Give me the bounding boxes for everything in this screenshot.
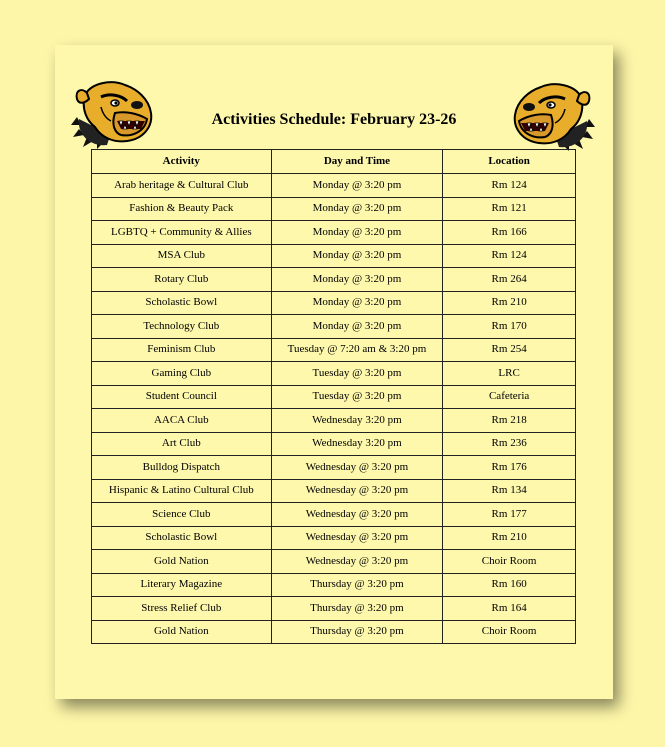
table-row: [92, 385, 576, 409]
activity-cell: Student Council: [92, 385, 272, 409]
location-cell: Rm 176: [443, 456, 576, 480]
schedule-sheet: [55, 45, 613, 699]
table-row: [92, 526, 576, 550]
table-row: [92, 221, 576, 245]
location-cell: Rm 177: [443, 503, 576, 527]
table-row: [92, 597, 576, 621]
day-time-cell: Thursday @ 3:20 pm: [271, 597, 443, 621]
table-row: [92, 573, 576, 597]
location-cell: Cafeteria: [443, 385, 576, 409]
table-row: [92, 409, 576, 433]
table-row: [92, 315, 576, 339]
table-row: [92, 456, 576, 480]
day-time-cell: Monday @ 3:20 pm: [271, 315, 443, 339]
day-time-cell: Tuesday @ 3:20 pm: [271, 385, 443, 409]
day-time-cell: Wednesday @ 3:20 pm: [271, 550, 443, 574]
location-cell: Rm 134: [443, 479, 576, 503]
day-time-cell: Wednesday 3:20 pm: [271, 409, 443, 433]
location-cell: Rm 236: [443, 432, 576, 456]
table-row: [92, 432, 576, 456]
location-cell: Rm 210: [443, 291, 576, 315]
location-cell: LRC: [443, 362, 576, 386]
schedule-table: [91, 149, 576, 644]
table-row: [92, 479, 576, 503]
activity-cell: Stress Relief Club: [92, 597, 272, 621]
table-row: [92, 620, 576, 644]
location-cell: Rm 264: [443, 268, 576, 292]
table-row: [92, 503, 576, 527]
table-row: [92, 244, 576, 268]
activity-cell: LGBTQ + Community & Allies: [92, 221, 272, 245]
column-header-day-and-time: Day and Time: [271, 150, 443, 174]
location-cell: Choir Room: [443, 620, 576, 644]
location-cell: Rm 170: [443, 315, 576, 339]
day-time-cell: Monday @ 3:20 pm: [271, 244, 443, 268]
activity-cell: MSA Club: [92, 244, 272, 268]
table-row: [92, 550, 576, 574]
table-row: [92, 174, 576, 198]
activity-cell: Scholastic Bowl: [92, 291, 272, 315]
day-time-cell: Tuesday @ 3:20 pm: [271, 362, 443, 386]
day-time-cell: Monday @ 3:20 pm: [271, 197, 443, 221]
day-time-cell: Thursday @ 3:20 pm: [271, 573, 443, 597]
activity-cell: Technology Club: [92, 315, 272, 339]
activity-cell: Science Club: [92, 503, 272, 527]
location-cell: Rm 121: [443, 197, 576, 221]
activity-cell: Gold Nation: [92, 620, 272, 644]
column-header-location: Location: [443, 150, 576, 174]
table-row: [92, 338, 576, 362]
activity-cell: Gaming Club: [92, 362, 272, 386]
page-title: Activities Schedule: February 23-26: [211, 111, 457, 128]
column-header-activity: Activity: [92, 150, 272, 174]
day-time-cell: Wednesday @ 3:20 pm: [271, 456, 443, 480]
location-cell: Rm 160: [443, 573, 576, 597]
day-time-cell: Monday @ 3:20 pm: [271, 221, 443, 245]
activity-cell: Bulldog Dispatch: [92, 456, 272, 480]
location-cell: Rm 124: [443, 174, 576, 198]
table-row: [92, 268, 576, 292]
activity-cell: Scholastic Bowl: [92, 526, 272, 550]
activity-cell: Hispanic & Latino Cultural Club: [92, 479, 272, 503]
day-time-cell: Tuesday @ 7:20 am & 3:20 pm: [271, 338, 443, 362]
activity-cell: Gold Nation: [92, 550, 272, 574]
table-row: [92, 362, 576, 386]
location-cell: Rm 218: [443, 409, 576, 433]
table-row: [92, 197, 576, 221]
location-cell: Rm 210: [443, 526, 576, 550]
table-row: [92, 291, 576, 315]
day-time-cell: Monday @ 3:20 pm: [271, 291, 443, 315]
location-cell: Rm 124: [443, 244, 576, 268]
day-time-cell: Wednesday @ 3:20 pm: [271, 479, 443, 503]
location-cell: Rm 166: [443, 221, 576, 245]
day-time-cell: Monday @ 3:20 pm: [271, 174, 443, 198]
day-time-cell: Wednesday @ 3:20 pm: [271, 503, 443, 527]
activity-cell: Art Club: [92, 432, 272, 456]
activity-cell: Rotary Club: [92, 268, 272, 292]
table-header-row: [92, 150, 576, 174]
activity-cell: AACA Club: [92, 409, 272, 433]
activity-cell: Literary Magazine: [92, 573, 272, 597]
location-cell: Choir Room: [443, 550, 576, 574]
activity-cell: Arab heritage & Cultural Club: [92, 174, 272, 198]
day-time-cell: Wednesday 3:20 pm: [271, 432, 443, 456]
activity-cell: Fashion & Beauty Pack: [92, 197, 272, 221]
location-cell: Rm 164: [443, 597, 576, 621]
day-time-cell: Thursday @ 3:20 pm: [271, 620, 443, 644]
location-cell: Rm 254: [443, 338, 576, 362]
day-time-cell: Wednesday @ 3:20 pm: [271, 526, 443, 550]
activity-cell: Feminism Club: [92, 338, 272, 362]
day-time-cell: Monday @ 3:20 pm: [271, 268, 443, 292]
